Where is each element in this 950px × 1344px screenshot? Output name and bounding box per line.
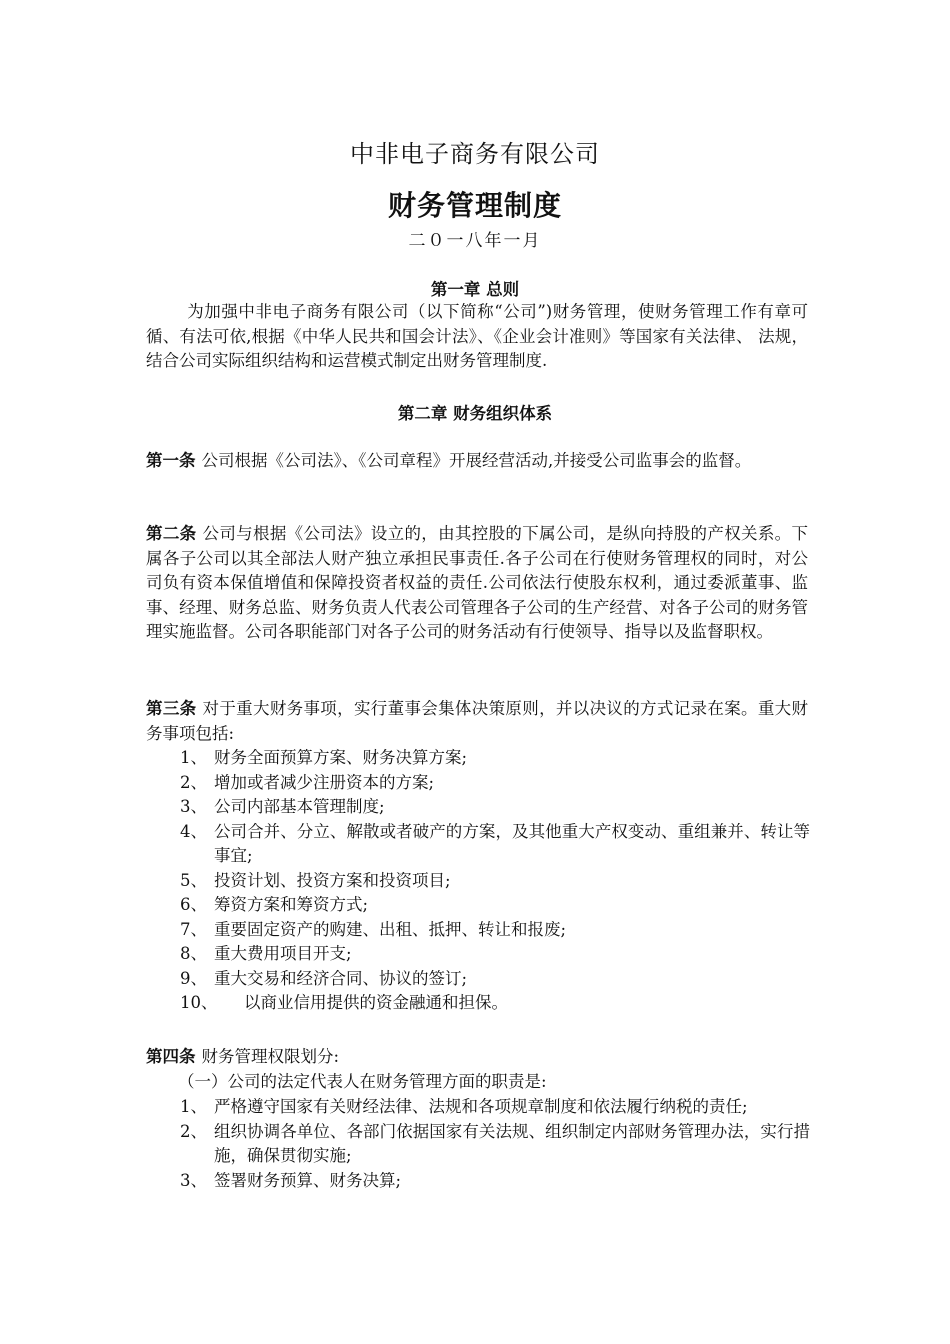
list-item-text: 签署财务预算、财务决算;: [214, 1170, 402, 1190]
article-1-text: 公司根据《公司法》、《公司章程》开展经营活动,并接受公司监事会的监督。: [201, 451, 752, 470]
chapter-1-heading: 第一章 总则: [430, 280, 520, 299]
list-item-number: 1、: [180, 1097, 207, 1116]
chapter-2-heading: 第二章 财务组织体系: [397, 404, 553, 423]
article-3: [146, 697, 808, 746]
list-item-text: 公司内部基本管理制度;: [214, 797, 385, 816]
article-2-label: 第二条: [146, 524, 197, 543]
document-date: 二０一八年一月: [408, 231, 542, 251]
list-item-number: 9、: [180, 968, 207, 988]
article-1-label: 第一条: [146, 451, 196, 470]
list-item-number: 8、: [180, 944, 207, 963]
chapter-1-body: 为加强中非电子商务有限公司（以下简称“公司”)财务管理，使财务管理工作有章可循、有法可依,根据《中华人民共和国会计法》、《企业会计准则》等国家有关法律、 法规，结合公司实际组织结构和运营模式制定出财务管理制度.: [146, 302, 808, 370]
article-2: [146, 522, 808, 645]
article-4-label: 第四条: [146, 1047, 196, 1066]
list-item-text: 组织协调各单位、各部门依据国家有关法规、组织制定内部财务管理办法，实行措施，确保贯彻实施;: [214, 1121, 810, 1165]
list-item: [180, 869, 810, 894]
list-item-text: 公司合并、分立、解散或者破产的方案，及其他重大产权变动、重组兼并、转让等事宜;: [214, 821, 810, 865]
list-item-number: 1、: [180, 748, 207, 767]
list-item-number: 2、: [180, 1121, 207, 1141]
list-item: [180, 1169, 810, 1194]
article-4-text: 财务管理权限划分:: [201, 1047, 340, 1066]
list-item-text: 投资计划、投资方案和投资项目;: [214, 870, 451, 890]
list-item: [180, 1095, 810, 1120]
list-item-text: 以商业信用提供的资金融通和担保。: [244, 993, 508, 1012]
article-1: [146, 449, 808, 474]
list-item-number: 5、: [180, 870, 207, 890]
list-item-number: 10、: [180, 993, 218, 1012]
list-item: [180, 967, 810, 992]
list-item-number: 2、: [180, 772, 207, 792]
list-item: [180, 918, 810, 943]
document-title: 财务管理制度: [387, 189, 562, 222]
list-item-text: 重大费用项目开支;: [214, 944, 352, 963]
list-item-text: 重大交易和经济合同、协议的签订;: [214, 968, 468, 988]
list-item: [180, 746, 810, 771]
list-item-number: 3、: [180, 1170, 207, 1190]
list-item-text: 重要固定资产的购建、出租、抵押、转让和报废;: [214, 919, 567, 939]
list-item: [180, 942, 810, 967]
list-item: [180, 893, 810, 918]
list-item: [180, 771, 810, 796]
list-item-text: 财务全面预算方案、财务决算方案;: [214, 748, 468, 767]
company-name: 中非电子商务有限公司: [350, 140, 600, 168]
list-item: [180, 795, 810, 820]
article-4-sub-heading: （一）公司的法定代表人在财务管理方面的职责是:: [178, 1072, 547, 1091]
list-item-number: 4、: [180, 821, 207, 841]
list-item-text: 严格遵守国家有关财经法律、法规和各项规章制度和依法履行纳税的责任;: [214, 1097, 748, 1116]
list-item-text: 增加或者减少注册资本的方案;: [214, 772, 435, 792]
article-4: [146, 1045, 808, 1070]
article-4-list: [180, 1095, 810, 1193]
list-item: [180, 1120, 810, 1169]
list-item: [180, 991, 810, 1016]
article-3-list: [180, 746, 810, 1016]
article-2-text: 公司与根据《公司法》设立的，由其控股的下属公司，是纵向持股的产权关系。下属各子公司以其全部法人财产独立承担民事责任.各子公司在行使财务管理权的同时，对公司负有资本保值增值和保障投资者权益的责任.公司依法行使股东权利，通过委派董事、监事、经理、财务总监、财务负责人代表公司管理各子公司的生产经营、对各子公司的财务管理实施监督。公司各职能部门对各子公司的财务活动有行使领导、指导以及监督职权。: [146, 524, 809, 641]
list-item-text: 筹资方案和筹资方式;: [214, 895, 369, 914]
list-item: [180, 820, 810, 869]
article-3-label: 第三条: [146, 699, 197, 718]
list-item-number: 3、: [180, 797, 207, 816]
list-item-number: 7、: [180, 919, 207, 939]
list-item-number: 6、: [180, 895, 207, 914]
article-3-text: 对于重大财务事项，实行董事会集体决策原则，并以决议的方式记录在案。重大财务事项包括:: [146, 699, 809, 743]
